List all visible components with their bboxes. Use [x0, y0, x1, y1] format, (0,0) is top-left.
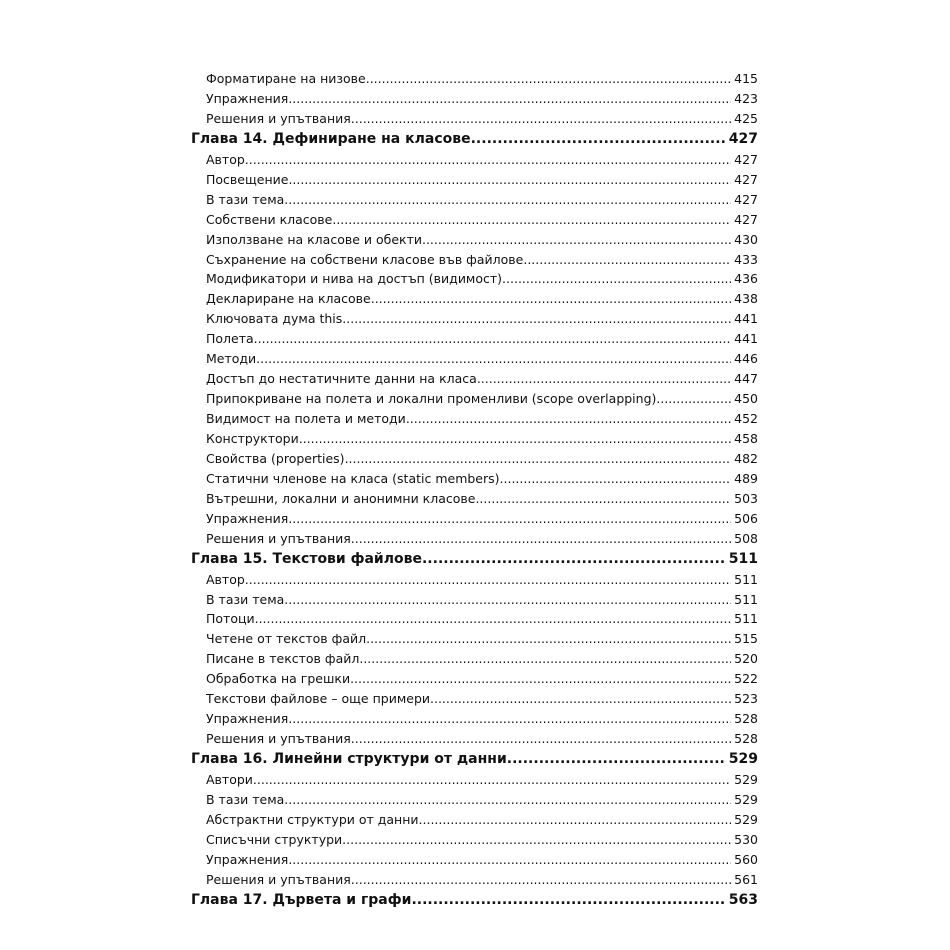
toc-dot-leader: [345, 449, 731, 469]
toc-page-number: 427: [734, 211, 758, 227]
toc-dot-leader: [255, 609, 731, 629]
toc-section-title: Ключовата дума this: [206, 311, 343, 327]
toc-page-number: 436: [734, 271, 758, 287]
toc-section-entry: [191, 289, 758, 309]
toc-dot-leader: [245, 570, 731, 590]
toc-dot-leader: [500, 469, 731, 489]
toc-chapter-entry: [191, 890, 758, 911]
toc-section-title: Припокриване на полета и локални променливи (scope overlapping): [206, 391, 657, 407]
toc-page-number: 529: [734, 791, 758, 807]
toc-page-number: 561: [734, 871, 758, 887]
toc-chapter-title: Глава 16. Линейни структури от данни: [191, 751, 507, 767]
toc-section-title: Абстрактни структури от данни: [206, 811, 419, 827]
toc-page-number: 430: [734, 231, 758, 247]
toc-section-title: Конструктори: [206, 430, 299, 446]
toc-chapter-entry: [191, 749, 758, 770]
toc-section-title: Съхранение на собствени класове във файлове: [206, 251, 524, 267]
toc-section-entry: [191, 649, 758, 669]
toc-page-number: 489: [734, 470, 758, 486]
toc-dot-leader: [359, 649, 731, 669]
toc-dot-leader: [253, 770, 731, 790]
toc-dot-leader: [475, 489, 731, 509]
toc-chapter-title: Глава 14. Дефиниране на класове: [191, 130, 471, 147]
toc-page-number: 441: [734, 311, 758, 327]
toc-section-title: Автори: [206, 772, 253, 787]
toc-section-title: Упражнения: [206, 510, 289, 526]
toc-page-number: 529: [728, 751, 758, 767]
toc-section-entry: [191, 629, 758, 649]
toc-section-title: Автор: [206, 571, 245, 587]
toc-section-entry: [191, 509, 758, 529]
toc-section-entry: [191, 449, 758, 469]
toc-section-entry: [191, 210, 758, 230]
toc-section-entry: [191, 429, 758, 449]
toc-section-title: Четене от текстов файл: [206, 631, 367, 647]
toc-section-title: Решения и упътвания: [206, 731, 351, 747]
toc-dot-leader: [288, 89, 731, 109]
toc-section-title: Собствени класове: [206, 211, 333, 227]
toc-dot-leader: [342, 309, 731, 329]
toc-page-number: 425: [734, 110, 758, 126]
toc-section-title: Форматиране на низове: [206, 71, 366, 86]
toc-dot-leader: [296, 190, 731, 210]
toc-section-entry: [191, 150, 758, 170]
toc-section-title: Вътрешни, локални и анонимни класове: [206, 490, 476, 506]
toc-page-number: 447: [734, 371, 758, 387]
toc-page-number: 427: [734, 171, 758, 187]
toc-page-number: 427: [734, 151, 758, 167]
toc-section-entry: [191, 349, 758, 369]
toc-section-entry: [191, 329, 758, 349]
toc-page-number: 446: [734, 351, 758, 367]
toc-chapter-entry: [191, 549, 758, 570]
toc-section-entry: [191, 590, 758, 610]
toc-dot-leader: [351, 870, 731, 890]
toc-page-number: 438: [734, 291, 758, 307]
toc-dot-leader: [507, 749, 726, 770]
toc-chapter-entry: [191, 129, 758, 150]
toc-page-number: 522: [734, 671, 758, 687]
toc-dot-leader: [332, 210, 731, 230]
toc-section-entry: [191, 870, 758, 890]
toc-section-entry: [191, 89, 758, 109]
toc-section-entry: [191, 570, 758, 590]
toc-dot-leader: [406, 409, 731, 429]
toc-dot-leader: [366, 69, 731, 89]
toc-page-number: 523: [734, 691, 758, 707]
toc-page-number: 508: [734, 530, 758, 546]
toc-section-entry: [191, 109, 758, 129]
toc-section-entry: [191, 729, 758, 749]
toc-dot-leader: [288, 509, 731, 529]
toc-page-number: 529: [734, 811, 758, 827]
toc-dot-leader: [299, 429, 731, 449]
toc-page-number: 530: [734, 831, 758, 847]
toc-dot-leader: [430, 689, 731, 709]
toc-section-title: Свойства (properties): [206, 450, 345, 466]
toc-section-entry: [191, 469, 758, 489]
toc-section-title: Деклариране на класове: [206, 291, 371, 307]
toc-page-number: 441: [734, 331, 758, 347]
toc-page-number: 415: [734, 71, 758, 86]
toc-page-number: 529: [734, 772, 758, 787]
toc-page-number: 528: [734, 711, 758, 727]
toc-page-number: 560: [734, 851, 758, 867]
toc-page-number: 506: [734, 510, 758, 526]
toc-page-number: 427: [728, 130, 758, 147]
toc-section-title: Упражнения: [206, 90, 289, 106]
toc-section-title: Статични членове на класа (static members): [206, 470, 500, 486]
toc-section-entry: [191, 709, 758, 729]
toc-section-entry: [191, 230, 758, 250]
toc-section-entry: [191, 409, 758, 429]
toc-section-entry: [191, 529, 758, 549]
toc-dot-leader: [342, 830, 731, 850]
toc-chapter-title: Глава 15. Текстови файлове: [191, 550, 422, 567]
toc-page-number: 450: [734, 391, 758, 407]
toc-page-number: 458: [734, 430, 758, 446]
toc-section-entry: [191, 489, 758, 509]
toc-section-entry: [191, 669, 758, 689]
table-of-contents: [191, 69, 758, 911]
toc-section-entry: [191, 790, 758, 810]
toc-section-entry: [191, 810, 758, 830]
toc-section-title: Полета: [206, 331, 254, 347]
toc-section-title: Използване на класове и обекти: [206, 231, 422, 247]
toc-section-title: Обработка на грешки: [206, 671, 351, 687]
toc-section-title: Автор: [206, 151, 245, 167]
toc-dot-leader: [254, 329, 731, 349]
toc-page-number: 515: [734, 631, 758, 647]
toc-section-title: В тази тема...: [206, 791, 297, 807]
toc-page-number: 482: [734, 450, 758, 466]
toc-section-title: Методи: [206, 351, 257, 367]
toc-page-number: 511: [734, 571, 758, 587]
toc-section-title: Видимост на полета и методи: [206, 411, 406, 426]
toc-section-title: В тази тема...: [206, 191, 297, 207]
toc-dot-leader: [288, 850, 731, 870]
toc-section-title: Списъчни структури: [206, 831, 343, 847]
toc-dot-leader: [477, 369, 731, 389]
toc-dot-leader: [523, 250, 731, 270]
toc-section-title: Текстови файлове – още примери: [206, 691, 430, 707]
toc-section-title: Писане в текстов файл: [206, 651, 360, 667]
toc-dot-leader: [366, 629, 731, 649]
toc-dot-leader: [351, 529, 731, 549]
toc-section-title: Посвещение: [206, 171, 289, 187]
toc-section-title: Модификатори и нива на достъп (видимост): [206, 271, 503, 287]
toc-dot-leader: [656, 389, 731, 409]
toc-dot-leader: [422, 230, 731, 250]
toc-dot-leader: [422, 549, 726, 570]
toc-section-entry: [191, 770, 758, 790]
toc-dot-leader: [351, 109, 731, 129]
toc-page-number: 503: [734, 490, 758, 506]
toc-dot-leader: [256, 349, 731, 369]
toc-dot-leader: [471, 129, 726, 150]
toc-page-number: 520: [734, 651, 758, 667]
toc-section-title: Достъп до нестатичните данни на класа: [206, 371, 477, 387]
toc-chapter-title: Глава 17. Дървета и графи: [191, 891, 412, 908]
toc-page-number: 427: [734, 191, 758, 207]
toc-section-title: Потоци: [206, 611, 255, 627]
toc-section-entry: [191, 69, 758, 89]
toc-dot-leader: [288, 709, 731, 729]
toc-section-entry: [191, 170, 758, 190]
toc-dot-leader: [245, 150, 731, 170]
toc-dot-leader: [411, 890, 725, 911]
toc-section-entry: [191, 269, 758, 289]
toc-section-entry: [191, 689, 758, 709]
toc-page-number: 423: [734, 90, 758, 106]
toc-page-number: 511: [728, 550, 758, 567]
toc-dot-leader: [296, 590, 731, 610]
toc-page-number: 563: [728, 891, 758, 908]
toc-section-entry: [191, 369, 758, 389]
toc-page-number: 452: [734, 411, 758, 426]
toc-dot-leader: [419, 810, 731, 830]
toc-section-title: Упражнения: [206, 851, 289, 867]
toc-dot-leader: [296, 790, 731, 810]
toc-section-entry: [191, 190, 758, 210]
toc-dot-leader: [351, 729, 731, 749]
toc-section-title: Решения и упътвания: [206, 530, 351, 546]
toc-section-entry: [191, 850, 758, 870]
toc-section-title: В тази тема...: [206, 591, 297, 607]
toc-section-title: Упражнения: [206, 711, 289, 727]
toc-page-number: 511: [734, 611, 758, 627]
toc-page-number: 511: [734, 591, 758, 607]
toc-page-number: 433: [734, 251, 758, 267]
toc-page-number: 528: [734, 731, 758, 747]
toc-section-entry: [191, 830, 758, 850]
toc-dot-leader: [371, 289, 731, 309]
toc-section-title: Решения и упътвания: [206, 110, 351, 126]
toc-section-title: Решения и упътвания: [206, 871, 351, 887]
toc-section-entry: [191, 609, 758, 629]
toc-section-entry: [191, 250, 758, 270]
toc-dot-leader: [288, 170, 731, 190]
toc-section-entry: [191, 389, 758, 409]
toc-dot-leader: [350, 669, 731, 689]
toc-section-entry: [191, 309, 758, 329]
toc-dot-leader: [502, 269, 731, 289]
